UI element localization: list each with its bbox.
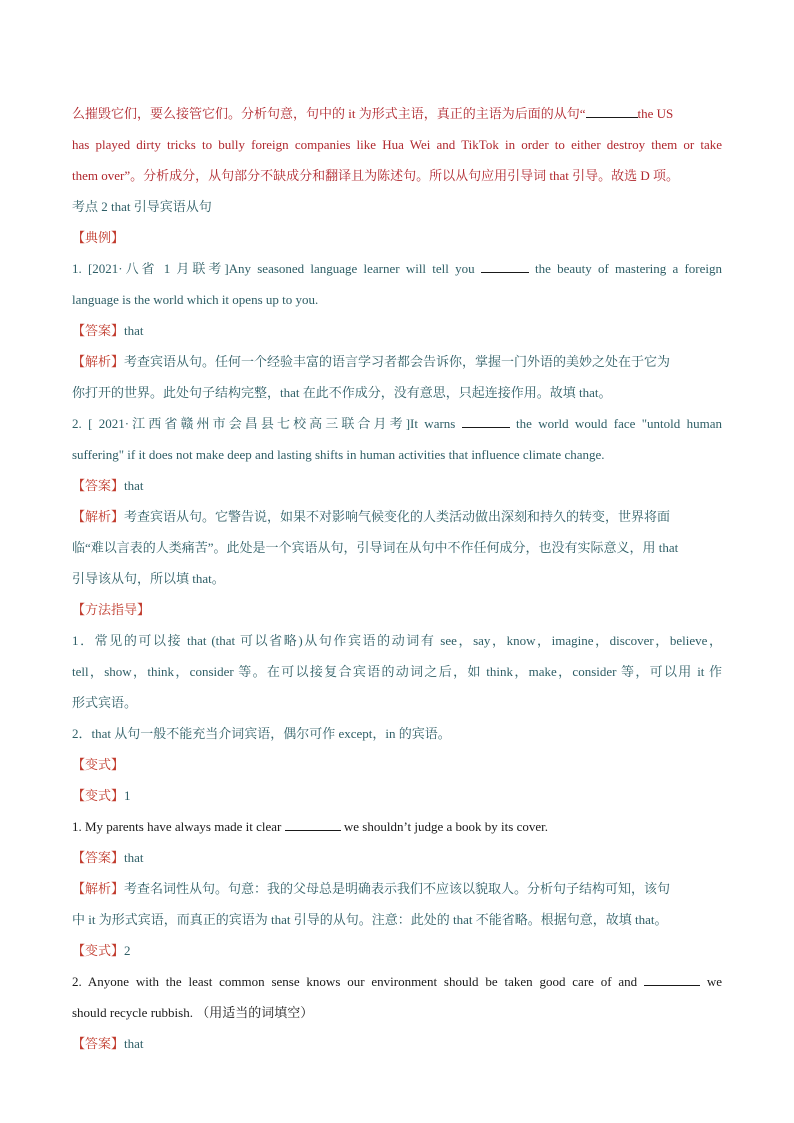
- method-2: 2．that 从句一般不能充当介词宾语，偶尔可作 except，in 的宾语。: [72, 726, 451, 741]
- q2-line-1: 2. [ 2021·江西省赣州市会昌县七校高三联合月考]It warns the world would face "untold human: [72, 408, 722, 439]
- q2-line-2: suffering" if it does not make deep and lasting shifts in human activities that influence climate change.: [72, 447, 605, 462]
- answer-blank: [481, 258, 529, 273]
- label-fangfa: 【方法指导】: [72, 602, 151, 617]
- answer-blank: [644, 971, 700, 986]
- para1-line-1: 么摧毁它们，要么接管它们。分析句意，句中的 it 为形式主语，真正的主语为后面的从句“ the US: [72, 98, 722, 129]
- label-bianshi-2: 【变式】2: [72, 943, 131, 958]
- q1-analysis-line-1: 【解析】考查宾语从句。任何一个经验丰富的语言学习者都会告诉你，掌握一门外语的美妙之处在于它为: [72, 354, 671, 369]
- para1-line-2: has played dirty tricks to bully foreign companies like Hua Wei and TikTok in order to either destroy them or take: [72, 137, 722, 152]
- method-1-line-1: 1．常见的可以接 that (that 可以省略)从句作宾语的动词有 see，say，know，imagine，discover，believe，: [72, 633, 722, 648]
- q2-analysis-line-2: 临“难以言表的人类痛苦”。此处是一个宾语从句，引导词在从句中不作任何成分，也没有实际意义，用 that: [72, 540, 679, 555]
- label-bianshi-1: 【变式】1: [72, 788, 131, 803]
- document-body: [72, 98, 722, 1059]
- q4-line-1: 2. Anyone with the least common sense knows our environment should be taken good care of and we: [72, 966, 722, 997]
- q1-analysis-line-2: 你打开的世界。此处句子结构完整，that 在此不作成分，没有意思，只起连接作用。故填 that。: [72, 385, 612, 400]
- method-1-line-2: tell，show，think，consider 等。在可以接复合宾语的动词之后，如 think，make，consider 等，可以用 it 作: [72, 664, 722, 679]
- para1-line-3: them over”。分析成分，从句部分不缺成分和翻译且为陈述句。所以从句应用引导词 that 引导。故选 D 项。: [72, 168, 679, 183]
- label-dianli: 【典例】: [72, 230, 125, 245]
- q1-answer: 【答案】that: [72, 323, 144, 338]
- answer-blank: [462, 413, 510, 428]
- answer-blank: [285, 816, 341, 831]
- label-bianshi: 【变式】: [72, 757, 125, 772]
- q2-analysis-line-1: 【解析】考查宾语从句。它警告说，如果不对影响气候变化的人类活动做出深刻和持久的转变，世界将面: [72, 509, 671, 524]
- q4-line-2: should recycle rubbish. （用适当的词填空）: [72, 1005, 314, 1020]
- q4-answer: 【答案】that: [72, 1036, 144, 1051]
- q1-line-2: language is the world which it opens up to you.: [72, 292, 319, 307]
- answer-blank: [586, 103, 638, 118]
- q3-analysis-line-2: 中 it 为形式宾语，而真正的宾语为 that 引导的从句。注意：此处的 that 不能省略。根据句意，故填 that。: [72, 912, 668, 927]
- method-1-line-3: 形式宾语。: [72, 695, 138, 710]
- q3-line-1: 1. My parents have always made it clear we shouldn’t judge a book by its cover.: [72, 811, 722, 842]
- q3-analysis-line-1: 【解析】考查名词性从句。句意：我的父母总是明确表示我们不应该以貌取人。分析句子结构可知，该句: [72, 881, 671, 896]
- q3-answer: 【答案】that: [72, 850, 144, 865]
- section-heading-kaodian: 考点 2 that 引导宾语从句: [72, 199, 212, 214]
- q1-line-1: 1. [2021·八省 1 月联考]Any seasoned language learner will tell you the beauty of mastering a foreign: [72, 253, 722, 284]
- q2-answer: 【答案】that: [72, 478, 144, 493]
- q2-analysis-line-3: 引导该从句，所以填 that。: [72, 571, 225, 586]
